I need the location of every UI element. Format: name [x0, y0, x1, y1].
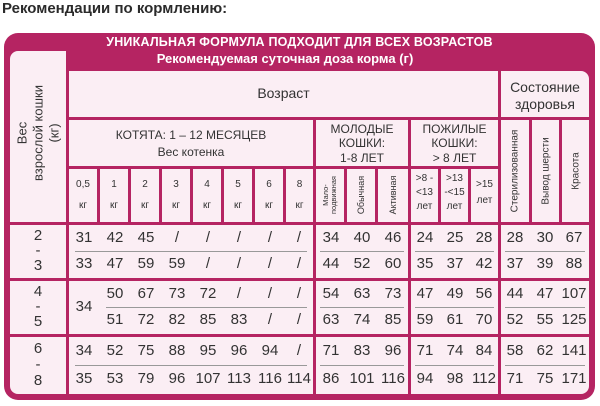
- table-cell: 96: [230, 342, 248, 359]
- row-2-senior-divider: [415, 307, 494, 308]
- table-cell: 71: [506, 370, 524, 387]
- kitten-weight-1-value: 1: [111, 179, 117, 190]
- kitten-weight-5: [224, 169, 252, 222]
- table-cell: 51: [106, 311, 124, 328]
- page-heading: Рекомендации по кормлению:: [2, 0, 228, 17]
- table-cell: 39: [536, 255, 554, 272]
- row-2-kittens-divider: [106, 307, 307, 308]
- senior-age-1-l1: >13: [446, 173, 463, 184]
- kitten-weight-2: [131, 169, 159, 222]
- table-cell: /: [236, 255, 242, 272]
- table-cell: 96: [384, 342, 402, 359]
- table-cell: 72: [137, 311, 155, 328]
- table-cell: 59: [168, 255, 186, 272]
- table-cell: 33: [75, 255, 93, 272]
- weight-header-line-1: Вес: [14, 121, 30, 145]
- row-3-senior-block: [411, 337, 498, 394]
- table-cell: 74: [353, 311, 371, 328]
- young-activity-1: [347, 169, 375, 222]
- table-cell: 67: [565, 229, 583, 246]
- health-condition-1: [532, 120, 559, 222]
- table-cell: 42: [475, 255, 493, 272]
- table-cell: 125: [561, 311, 587, 328]
- table-cell: 55: [536, 311, 554, 328]
- table-cell: 53: [106, 370, 124, 387]
- table-cell: 75: [137, 342, 155, 359]
- kittens-header-line-2: Вес котенка: [157, 145, 225, 159]
- health-condition-1-label: Вывод шерсти: [540, 137, 551, 205]
- row-3-kittens-block: [69, 337, 313, 394]
- table-cell: /: [174, 229, 180, 246]
- senior-age-1-l3: лет: [446, 201, 463, 212]
- health-condition-2-label: Красота: [570, 152, 581, 190]
- weight-header-line-3: (кг): [46, 123, 62, 143]
- kitten-weight-0-value: 0,5: [76, 179, 90, 190]
- table-cell: 28: [475, 229, 493, 246]
- table-cell: 67: [137, 285, 155, 302]
- age-header-cell: [69, 71, 498, 117]
- row-2-young-block: [316, 281, 408, 334]
- row-3-young-divider: [320, 365, 404, 366]
- senior-age-0-l2: <13: [416, 187, 433, 198]
- table-cell: 47: [106, 255, 124, 272]
- kitten-weight-3-value: 3: [173, 179, 179, 190]
- table-cell: 107: [561, 285, 587, 302]
- senior-age-2: [471, 169, 498, 222]
- row-2-young-divider: [320, 307, 404, 308]
- kittens-header-line-1: КОТЯТА: 1 – 12 МЕСЯЦЕВ: [115, 128, 267, 142]
- young-header-line-3: 1-8 ЛЕТ: [340, 151, 384, 165]
- row-3-weight-cell: [10, 337, 66, 394]
- health-condition-0-label: Стерилизованная: [509, 129, 521, 213]
- table-cell: /: [205, 229, 211, 246]
- table-cell: 63: [353, 285, 371, 302]
- table-cell: 44: [506, 285, 524, 302]
- table-cell: 34: [75, 342, 93, 359]
- senior-header-line-2: КОШКИ:: [431, 136, 478, 150]
- row-1-health-divider: [505, 251, 585, 252]
- young-header-line-2: КОШКИ:: [338, 136, 386, 150]
- kitten-weight-7-unit: кг: [295, 200, 304, 211]
- table-cell: 58: [506, 342, 524, 359]
- age-header: Возраст: [257, 85, 310, 101]
- table-cell: 73: [384, 285, 402, 302]
- table-cell: 112: [472, 370, 496, 387]
- senior-header-cell: [411, 120, 498, 166]
- kitten-weight-7: [286, 169, 313, 222]
- table-cell: 84: [475, 342, 493, 359]
- kitten-weight-4: [193, 169, 221, 222]
- young-activity-1-label: Обычная: [356, 175, 366, 215]
- table-cell: 95: [199, 342, 217, 359]
- table-cell: 85: [199, 311, 217, 328]
- table-cell: 72: [199, 285, 217, 302]
- table-cell: 94: [416, 370, 434, 387]
- row-2-weight-from: 4: [33, 283, 43, 300]
- table-cell: 101: [349, 370, 375, 387]
- senior-age-1: [441, 169, 468, 222]
- senior-age-2-l1: >15: [476, 179, 493, 190]
- health-header-line-2: здоровья: [515, 96, 575, 112]
- kitten-weight-0-unit: кг: [78, 200, 88, 211]
- table-cell: 79: [137, 370, 155, 387]
- senior-header-line-3: > 8 ЛЕТ: [432, 151, 477, 165]
- table-cell: 47: [536, 285, 554, 302]
- table-cell: 88: [168, 342, 186, 359]
- row-1-weight-to: 3: [33, 257, 43, 274]
- table-cell: 74: [446, 342, 464, 359]
- table-cell: 59: [137, 255, 155, 272]
- table-cell: 52: [353, 255, 371, 272]
- table-cell: 82: [168, 311, 186, 328]
- table-cell: 114: [287, 370, 311, 387]
- table-cell: 40: [353, 229, 371, 246]
- senior-age-0: [411, 169, 438, 222]
- young-activity-0-label: Мало-подвижная: [321, 176, 338, 215]
- weight-header-cell: [10, 51, 66, 222]
- kitten-weight-7-value: 8: [296, 179, 303, 190]
- table-cell: 86: [322, 370, 340, 387]
- table-cell: 94: [261, 342, 279, 359]
- kitten-weight-6: [255, 169, 283, 222]
- table-cell: 28: [506, 229, 524, 246]
- row-2-health-block: [501, 281, 589, 334]
- kitten-weight-3: [162, 169, 190, 222]
- row-3-weight-from: 6: [33, 340, 43, 357]
- table-cell: 116: [258, 370, 282, 387]
- table-cell: 88: [565, 255, 583, 272]
- row-3-weight-to: 8: [33, 372, 43, 389]
- table-cell: 44: [322, 255, 340, 272]
- table-cell: 35: [416, 255, 434, 272]
- senior-age-2-l2: лет: [476, 195, 493, 206]
- table-cell: 42: [106, 229, 124, 246]
- table-cell: 83: [353, 342, 371, 359]
- table-cell: 52: [106, 342, 124, 359]
- table-cell: /: [267, 229, 273, 246]
- table-cell: 56: [475, 285, 493, 302]
- table-cell: 113: [227, 370, 251, 387]
- row-1-kittens-block: [69, 225, 313, 278]
- kittens-header-cell: [69, 120, 313, 166]
- table-cell: 24: [416, 229, 434, 246]
- row-2-health-divider: [505, 307, 585, 308]
- table-cell: 171: [561, 370, 587, 387]
- table-cell: 37: [446, 255, 464, 272]
- table-cell: 31: [75, 229, 93, 246]
- row-1-young-block: [316, 225, 408, 278]
- table-cell: 46: [384, 229, 402, 246]
- table-cell: 52: [506, 311, 524, 328]
- row-1-senior-divider: [415, 251, 494, 252]
- kitten-weight-1: [100, 169, 128, 222]
- table-cell: /: [296, 229, 302, 246]
- table-cell: 45: [137, 229, 155, 246]
- row-1-health-block: [501, 225, 589, 278]
- health-condition-2: [562, 120, 589, 222]
- weight-header-line-2: взрослой кошки: [30, 85, 46, 181]
- senior-header-line-1: ПОЖИЛЫЕ: [422, 122, 487, 136]
- kitten-weight-6-value: 6: [266, 179, 272, 190]
- row-1-weight-from: 2: [33, 227, 43, 244]
- row-1-weight-dash: -: [35, 242, 41, 259]
- row-1-young-divider: [320, 251, 404, 252]
- kitten-weight-3-unit: кг: [171, 200, 181, 211]
- row-3-weight-dash: -: [35, 356, 41, 373]
- table-cell: 98: [446, 370, 464, 387]
- table-cell: 59: [416, 311, 434, 328]
- table-cell: 83: [230, 311, 248, 328]
- table-cell: 107: [195, 370, 221, 387]
- table-cell: /: [296, 255, 302, 272]
- table-cell: /: [267, 285, 273, 302]
- senior-age-1-l2: -<15: [444, 187, 465, 198]
- young-header-cell: [316, 120, 408, 166]
- kitten-weight-2-unit: кг: [140, 200, 150, 211]
- senior-age-0-l1: >8 -: [415, 173, 434, 184]
- young-activity-2: [378, 169, 408, 222]
- table-cell: 54: [322, 285, 340, 302]
- kitten-weight-4-unit: кг: [202, 200, 212, 211]
- kitten-weight-6-unit: кг: [264, 200, 274, 211]
- table-cell: 85: [384, 311, 402, 328]
- young-activity-0: [316, 169, 344, 222]
- table-cell: 96: [168, 370, 186, 387]
- table-cell: 25: [446, 229, 464, 246]
- table-cell: 50: [106, 285, 124, 302]
- table-cell: 71: [416, 342, 434, 359]
- table-cell: 37: [506, 255, 524, 272]
- table-cell: 34: [322, 229, 340, 246]
- table-cell: /: [236, 285, 242, 302]
- row-2-kittens-block: [69, 281, 313, 334]
- young-activity-2-label: Активная: [388, 175, 398, 215]
- row-1-senior-block: [411, 225, 498, 278]
- table-cell: 47: [416, 285, 434, 302]
- table-cell: 34: [75, 298, 93, 315]
- table-cell: 63: [322, 311, 340, 328]
- table-title: УНИКАЛЬНАЯ ФОРМУЛА ПОДХОДИТ ДЛЯ ВСЕХ ВОЗРАСТОВ: [106, 35, 493, 49]
- kitten-weight-0: [69, 169, 97, 222]
- young-header-line-1: МОЛОДЫЕ: [330, 122, 394, 136]
- table-cell: 61: [446, 311, 464, 328]
- senior-age-0-l3: лет: [416, 201, 433, 212]
- table-cell: /: [236, 229, 242, 246]
- health-header-line-1: Состояние: [510, 79, 580, 95]
- health-condition-0: [501, 120, 529, 222]
- table-cell: /: [267, 255, 273, 272]
- row-1-kittens-divider: [75, 251, 307, 252]
- table-cell: 60: [384, 255, 402, 272]
- row-2-weight-cell: [10, 281, 66, 334]
- row-2-weight-to: 5: [33, 313, 43, 330]
- table-cell: 141: [561, 342, 587, 359]
- table-cell: /: [296, 311, 302, 328]
- kitten-weight-2-value: 2: [142, 179, 148, 190]
- row-3-health-divider: [505, 365, 585, 366]
- row-3-health-block: [501, 337, 589, 394]
- feeding-table: [4, 33, 595, 400]
- table-cell: /: [296, 285, 302, 302]
- kitten-weight-5-unit: кг: [233, 200, 243, 211]
- row-1-weight-cell: [10, 225, 66, 278]
- table-cell: 75: [536, 370, 554, 387]
- kitten-weight-5-value: 5: [235, 179, 241, 190]
- row-2-senior-block: [411, 281, 498, 334]
- table-cell: /: [296, 342, 302, 359]
- table-cell: 49: [446, 285, 464, 302]
- table-cell: 116: [381, 370, 405, 387]
- kitten-weight-4-value: 4: [204, 179, 210, 190]
- row-3-young-block: [316, 337, 408, 394]
- subtitle-band: [69, 51, 501, 69]
- table-cell: 71: [322, 342, 340, 359]
- table-cell: /: [267, 311, 273, 328]
- table-cell: 35: [75, 370, 93, 387]
- table-cell: 62: [536, 342, 554, 359]
- row-2-weight-dash: -: [35, 298, 41, 315]
- row-3-kittens-divider: [75, 365, 307, 366]
- row-3-senior-divider: [415, 365, 494, 366]
- table-cell: 73: [168, 285, 186, 302]
- kitten-weight-1-unit: кг: [109, 200, 119, 211]
- health-header-cell: [501, 71, 589, 117]
- table-cell: 70: [475, 311, 493, 328]
- table-cell: 30: [536, 229, 554, 246]
- table-subtitle: Рекомендуемая суточная доза корма (г): [156, 51, 414, 66]
- table-cell: /: [205, 255, 211, 272]
